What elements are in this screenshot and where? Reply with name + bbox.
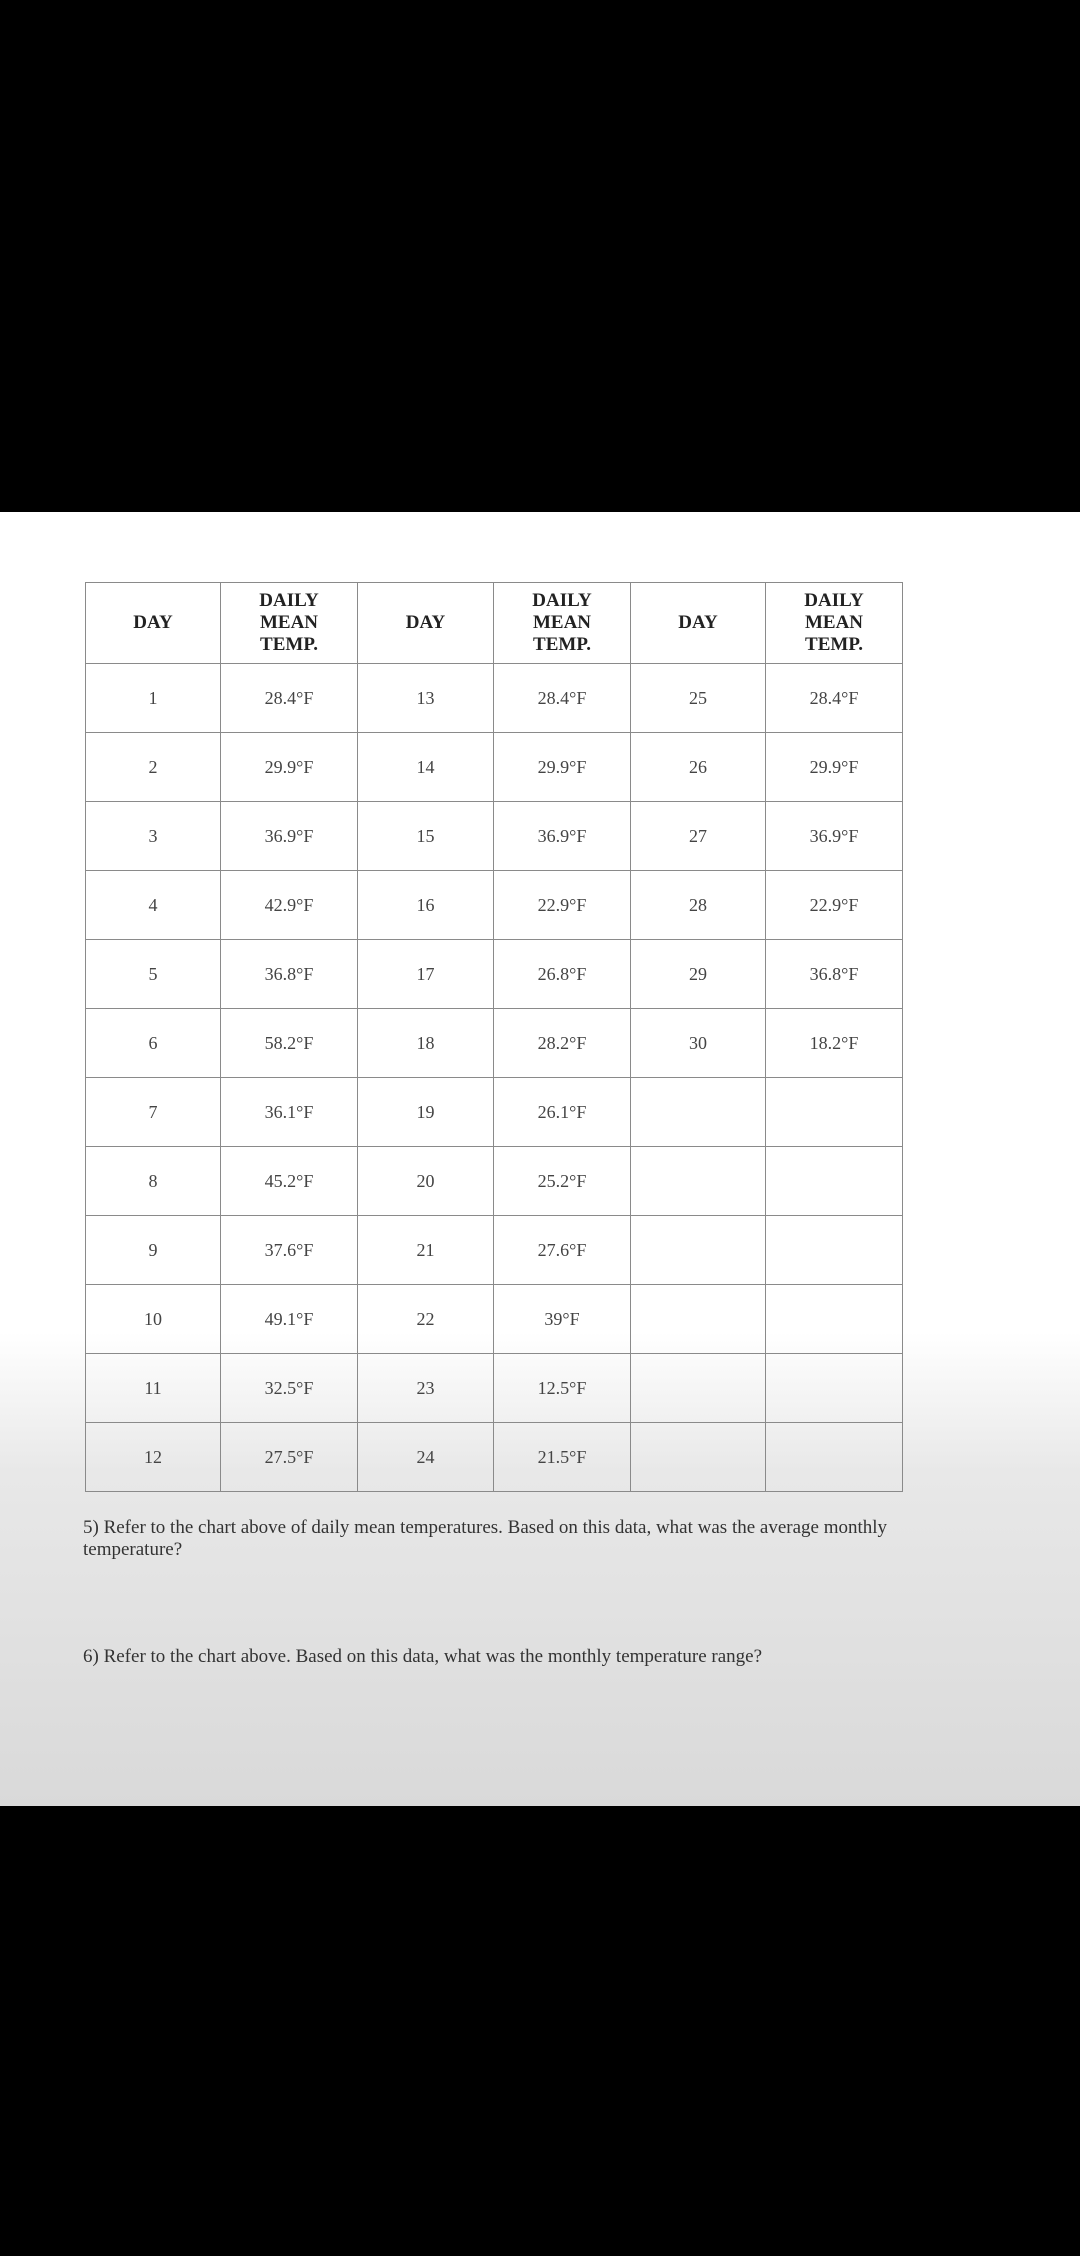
temp-cell	[766, 1216, 903, 1285]
temp-cell: 36.8°F	[766, 940, 903, 1009]
day-cell: 28	[631, 871, 766, 940]
day-cell	[631, 1078, 766, 1147]
table-row	[86, 802, 903, 871]
table-row	[86, 664, 903, 733]
day-cell	[631, 1216, 766, 1285]
temp-cell: 28.4°F	[766, 664, 903, 733]
day-cell: 1	[86, 664, 221, 733]
table-row	[86, 1354, 903, 1423]
question-5: 5) Refer to the chart above of daily mean temperatures. Based on this data, what was the average monthly temperature?	[83, 1517, 888, 1560]
table-row	[86, 1285, 903, 1354]
day-cell: 10	[86, 1285, 221, 1354]
day-cell: 15	[358, 802, 494, 871]
day-cell: 24	[358, 1423, 494, 1492]
day-cell	[631, 1354, 766, 1423]
day-cell: 25	[631, 664, 766, 733]
day-cell: 8	[86, 1147, 221, 1216]
day-cell: 3	[86, 802, 221, 871]
day-cell: 26	[631, 733, 766, 802]
temp-cell: 39°F	[494, 1285, 631, 1354]
temp-cell	[766, 1147, 903, 1216]
temp-cell: 22.9°F	[766, 871, 903, 940]
header-day-3: DAY	[631, 583, 766, 664]
day-cell: 4	[86, 871, 221, 940]
day-cell: 18	[358, 1009, 494, 1078]
day-cell: 19	[358, 1078, 494, 1147]
day-cell: 27	[631, 802, 766, 871]
table-body	[86, 664, 903, 1492]
day-cell: 22	[358, 1285, 494, 1354]
day-cell: 14	[358, 733, 494, 802]
table-row	[86, 1423, 903, 1492]
temp-cell	[766, 1423, 903, 1492]
question-6: 6) Refer to the chart above. Based on this data, what was the monthly temperature range?	[83, 1646, 763, 1667]
day-cell: 11	[86, 1354, 221, 1423]
table-header-row	[86, 583, 903, 664]
temp-cell: 28.4°F	[221, 664, 358, 733]
day-cell	[631, 1147, 766, 1216]
temp-cell: 28.2°F	[494, 1009, 631, 1078]
day-cell: 6	[86, 1009, 221, 1078]
table-row	[86, 733, 903, 802]
day-cell: 2	[86, 733, 221, 802]
table-row	[86, 1009, 903, 1078]
day-cell: 5	[86, 940, 221, 1009]
day-cell: 16	[358, 871, 494, 940]
table-row	[86, 1147, 903, 1216]
header-temp-3: DAILY MEAN TEMP.	[766, 583, 903, 664]
day-cell: 12	[86, 1423, 221, 1492]
temp-cell: 18.2°F	[766, 1009, 903, 1078]
temp-cell: 45.2°F	[221, 1147, 358, 1216]
temp-cell: 49.1°F	[221, 1285, 358, 1354]
day-cell: 17	[358, 940, 494, 1009]
table-row	[86, 871, 903, 940]
day-cell	[631, 1285, 766, 1354]
day-cell: 9	[86, 1216, 221, 1285]
temp-cell: 28.4°F	[494, 664, 631, 733]
header-temp-2: DAILY MEAN TEMP.	[494, 583, 631, 664]
temp-cell: 29.9°F	[221, 733, 358, 802]
temp-cell: 21.5°F	[494, 1423, 631, 1492]
temp-cell: 26.1°F	[494, 1078, 631, 1147]
temp-cell: 36.9°F	[494, 802, 631, 871]
day-cell: 23	[358, 1354, 494, 1423]
table-row	[86, 1216, 903, 1285]
temp-cell: 27.6°F	[494, 1216, 631, 1285]
temp-cell	[766, 1354, 903, 1423]
temp-cell: 29.9°F	[766, 733, 903, 802]
day-cell: 30	[631, 1009, 766, 1078]
day-cell	[631, 1423, 766, 1492]
temp-cell: 27.5°F	[221, 1423, 358, 1492]
day-cell: 7	[86, 1078, 221, 1147]
temp-cell: 36.8°F	[221, 940, 358, 1009]
header-day-1: DAY	[86, 583, 221, 664]
temp-cell: 26.8°F	[494, 940, 631, 1009]
header-temp-1: DAILY MEAN TEMP.	[221, 583, 358, 664]
temp-cell: 58.2°F	[221, 1009, 358, 1078]
temp-cell: 36.1°F	[221, 1078, 358, 1147]
temp-cell: 37.6°F	[221, 1216, 358, 1285]
temp-cell: 36.9°F	[766, 802, 903, 871]
temp-cell	[766, 1285, 903, 1354]
day-cell: 20	[358, 1147, 494, 1216]
day-cell: 29	[631, 940, 766, 1009]
temp-cell: 12.5°F	[494, 1354, 631, 1423]
temp-cell	[766, 1078, 903, 1147]
table-row	[86, 1078, 903, 1147]
temp-cell: 29.9°F	[494, 733, 631, 802]
document-page	[0, 512, 1080, 1806]
header-day-2: DAY	[358, 583, 494, 664]
day-cell: 13	[358, 664, 494, 733]
temp-cell: 22.9°F	[494, 871, 631, 940]
temp-cell: 25.2°F	[494, 1147, 631, 1216]
temp-cell: 32.5°F	[221, 1354, 358, 1423]
temp-cell: 42.9°F	[221, 871, 358, 940]
temperature-table	[85, 582, 903, 1492]
table-row	[86, 940, 903, 1009]
day-cell: 21	[358, 1216, 494, 1285]
temp-cell: 36.9°F	[221, 802, 358, 871]
